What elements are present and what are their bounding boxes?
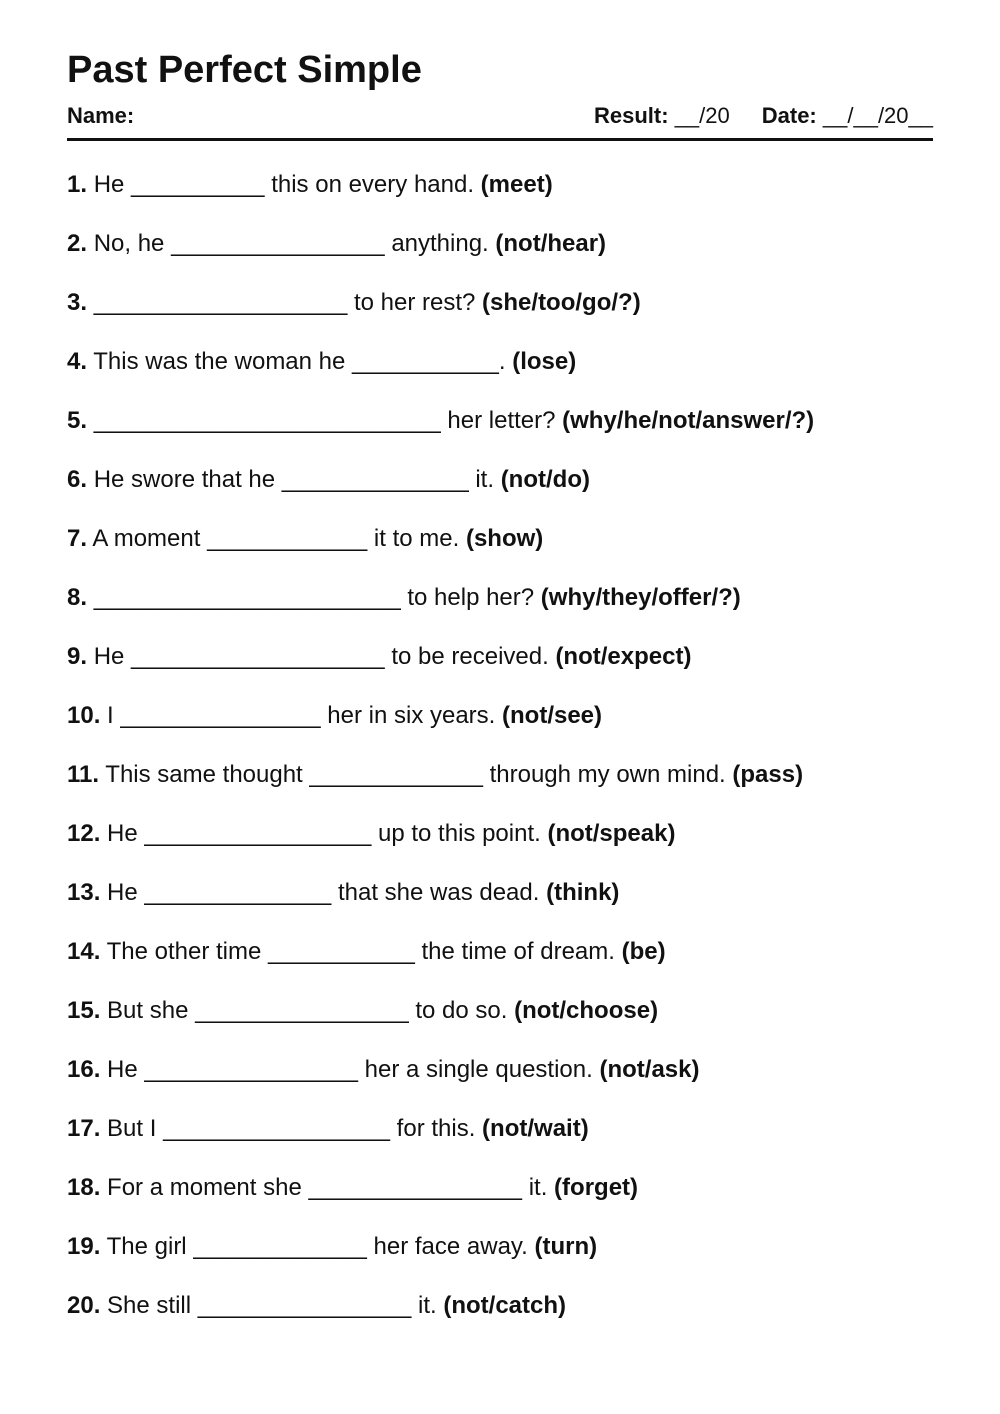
question-text-after: it. <box>475 466 495 493</box>
question-text-after: it. <box>418 1292 437 1319</box>
verb-hint: (think) <box>546 879 620 906</box>
answer-blank[interactable]: ___________ <box>352 348 499 375</box>
question-text-after: for this. <box>396 1115 476 1142</box>
question-item <box>67 701 933 760</box>
answer-blank[interactable]: ____________ <box>207 525 368 552</box>
question-number: 7. <box>67 525 88 552</box>
answer-blank[interactable]: ______________ <box>281 466 469 493</box>
question-item <box>67 406 933 465</box>
question-item <box>67 524 933 583</box>
question-text-before: No, he <box>93 230 165 257</box>
answer-blank[interactable]: _________________ <box>163 1115 390 1142</box>
answer-blank[interactable]: ________________ <box>171 230 385 257</box>
answer-blank[interactable]: ________________ <box>308 1174 523 1201</box>
question-item <box>67 288 933 347</box>
verb-hint: (forget) <box>554 1174 639 1201</box>
question-item <box>67 1114 933 1173</box>
question-number: 16. <box>67 1056 101 1083</box>
answer-blank[interactable]: _________________ <box>144 820 372 847</box>
question-item <box>67 937 933 996</box>
question-text-before: The girl <box>106 1233 187 1260</box>
name-label: Name: <box>67 103 135 128</box>
verb-hint: (lose) <box>512 348 577 375</box>
question-text-after: her letter? <box>447 407 556 434</box>
verb-hint: (she/too/go/?) <box>482 289 641 316</box>
question-text-after: her in six years. <box>327 702 496 729</box>
question-text-before: He <box>93 171 125 198</box>
question-item <box>67 229 933 288</box>
question-text-before: He swore that he <box>93 466 276 493</box>
worksheet-header <box>67 102 933 130</box>
question-text-after: to her rest? <box>353 289 476 316</box>
question-text-before: But she <box>107 997 189 1024</box>
question-text-after: to help her? <box>407 584 535 611</box>
date-value: __/__/20__ <box>822 103 933 128</box>
header-divider <box>67 138 933 141</box>
question-text-before: A moment <box>92 525 201 552</box>
question-text-before: I <box>107 702 114 729</box>
question-number: 8. <box>67 584 88 611</box>
question-number: 11. <box>67 761 100 788</box>
answer-blank[interactable]: ________________ <box>197 1292 412 1319</box>
verb-hint: (not/do) <box>500 466 590 493</box>
question-list <box>67 170 933 1350</box>
verb-hint: (not/hear) <box>495 230 607 257</box>
question-text-after: anything. <box>391 230 489 257</box>
question-item <box>67 1291 933 1350</box>
question-number: 5. <box>67 407 88 434</box>
answer-blank[interactable]: _____________ <box>309 761 483 788</box>
question-text-before: He <box>107 1056 138 1083</box>
verb-hint: (not/expect) <box>555 643 692 670</box>
question-text-after: to do so. <box>415 997 508 1024</box>
question-number: 6. <box>67 466 88 493</box>
question-number: 3. <box>67 289 88 316</box>
question-text-before: She still <box>107 1292 192 1319</box>
verb-hint: (be) <box>621 938 666 965</box>
question-number: 19. <box>67 1233 101 1260</box>
question-item <box>67 1173 933 1232</box>
question-item <box>67 642 933 701</box>
question-item <box>67 878 933 937</box>
question-item <box>67 1055 933 1114</box>
question-text-before: The other time <box>106 938 262 965</box>
verb-hint: (not/wait) <box>482 1115 589 1142</box>
question-item <box>67 996 933 1055</box>
question-text-after: through my own mind. <box>489 761 726 788</box>
verb-hint: (pass) <box>732 761 804 788</box>
answer-blank[interactable]: __________________________ <box>93 407 441 434</box>
question-text-after: this on every hand. <box>271 171 474 198</box>
question-number: 9. <box>67 643 88 670</box>
question-item <box>67 170 933 229</box>
question-number: 12. <box>67 820 101 847</box>
question-text-after: it to me. <box>373 525 460 552</box>
question-item <box>67 347 933 406</box>
answer-blank[interactable]: _______________ <box>120 702 321 729</box>
question-number: 15. <box>67 997 101 1024</box>
question-number: 17. <box>67 1115 101 1142</box>
verb-hint: (not/ask) <box>599 1056 700 1083</box>
answer-blank[interactable]: ______________ <box>144 879 332 906</box>
page-title: Past Perfect Simple <box>67 49 422 91</box>
question-text-before: He <box>107 820 138 847</box>
question-number: 18. <box>67 1174 101 1201</box>
question-number: 10. <box>67 702 101 729</box>
question-number: 2. <box>67 230 88 257</box>
answer-blank[interactable]: ___________________ <box>131 643 385 670</box>
answer-blank[interactable]: ___________ <box>268 938 415 965</box>
answer-blank[interactable]: _____________ <box>193 1233 367 1260</box>
question-text-before: He <box>107 879 138 906</box>
result-value: __/20 <box>674 103 730 128</box>
question-number: 14. <box>67 938 101 965</box>
question-text-after: her a single question. <box>364 1056 593 1083</box>
verb-hint: (turn) <box>534 1233 598 1260</box>
answer-blank[interactable]: ________________ <box>195 997 409 1024</box>
question-item <box>67 465 933 524</box>
date-label: Date: <box>761 103 817 128</box>
question-text-after: the time of dream. <box>421 938 615 965</box>
question-text-before: He <box>93 643 125 670</box>
result-date-group <box>594 102 933 130</box>
question-text-before: This same thought <box>105 761 303 788</box>
verb-hint: (show) <box>465 525 544 552</box>
question-text-after: that she was dead. <box>337 879 540 906</box>
question-text-before: For a moment she <box>107 1174 302 1201</box>
question-text-after: it. <box>528 1174 548 1201</box>
verb-hint: (not/choose) <box>514 997 659 1024</box>
question-text-before: But I <box>107 1115 157 1142</box>
verb-hint: (meet) <box>480 171 553 198</box>
question-item <box>67 760 933 819</box>
answer-blank[interactable]: ___________________ <box>93 289 348 316</box>
question-item <box>67 1232 933 1291</box>
question-text-after: to be received. <box>391 643 549 670</box>
question-text-after: up to this point. <box>378 820 541 847</box>
question-item <box>67 583 933 642</box>
answer-blank[interactable]: __________ <box>131 171 265 198</box>
question-number: 1. <box>67 171 88 198</box>
result-label: Result: <box>594 103 669 128</box>
question-item <box>67 819 933 878</box>
question-number: 20. <box>67 1292 101 1319</box>
verb-hint: (why/they/offer/?) <box>540 584 741 611</box>
question-number: 13. <box>67 879 101 906</box>
answer-blank[interactable]: _______________________ <box>93 584 401 611</box>
verb-hint: (why/he/not/answer/?) <box>562 407 815 434</box>
question-text-after: her face away. <box>373 1233 528 1260</box>
question-text-before: This was the woman he <box>93 348 346 375</box>
verb-hint: (not/catch) <box>443 1292 567 1319</box>
verb-hint: (not/speak) <box>547 820 676 847</box>
answer-blank[interactable]: ________________ <box>144 1056 358 1083</box>
verb-hint: (not/see) <box>502 702 603 729</box>
question-text-after: . <box>498 348 506 375</box>
question-number: 4. <box>67 348 88 375</box>
